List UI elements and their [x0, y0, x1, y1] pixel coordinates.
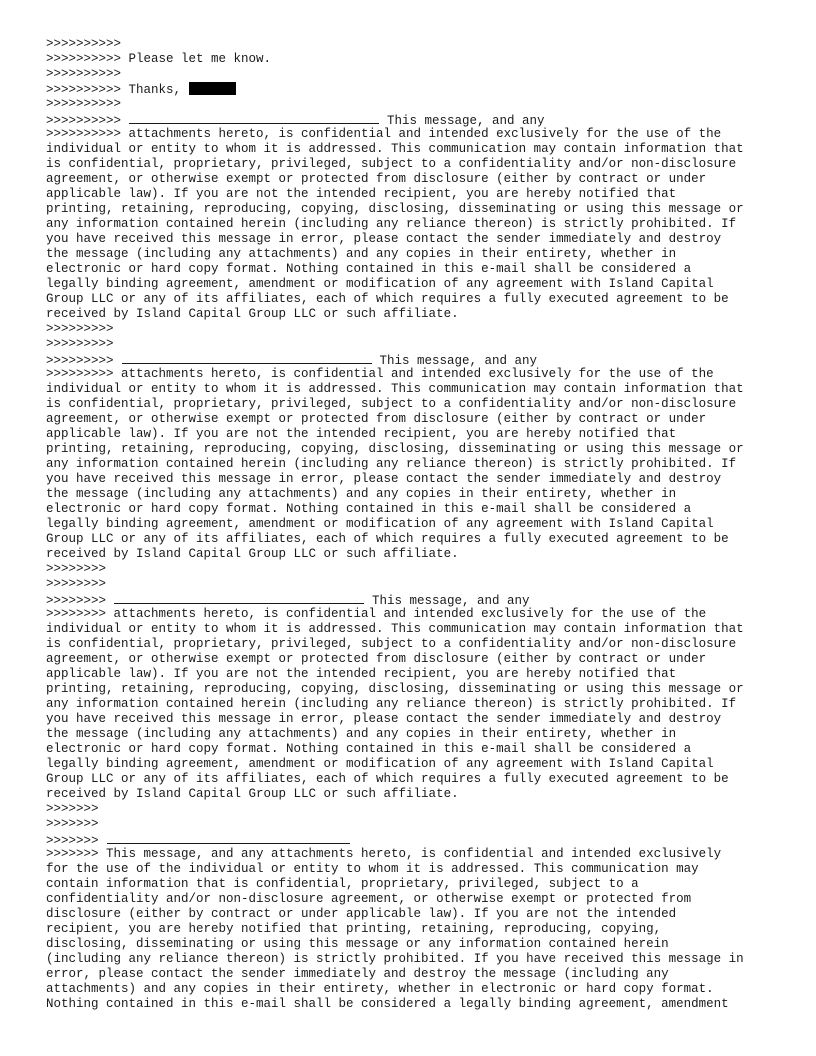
- disclaimer-line: applicable law). If you are not the intended recipient, you are hereby notified that: [46, 427, 677, 441]
- disclaimer-line: any information contained herein (including any reliance thereon) is strictly prohibited. If: [46, 457, 737, 471]
- disclaimer-line: error, please contact the sender immediately and destroy the message (including any: [46, 967, 669, 981]
- disclaimer-line: legally binding agreement, amendment or modification of any agreement with Island Capital: [46, 277, 714, 291]
- quote-line: >>>>>>>: [46, 817, 99, 831]
- disclaimer-line: legally binding agreement, amendment or modification of any agreement with Island Capital: [46, 757, 714, 771]
- disclaimer-line: agreement, or otherwise exempt or protected from disclosure (either by contract or under: [46, 172, 707, 186]
- disclaimer-line: individual or entity to whom it is addressed. This communication may contain information that: [46, 382, 744, 396]
- quote-line: >>>>>>>>: [46, 577, 107, 591]
- signature-rule: [114, 592, 364, 604]
- quote-prefix: >>>>>>>: [46, 834, 99, 848]
- quote-line: >>>>>>>>>>: [46, 37, 122, 51]
- rule-suffix-text: This message, and any: [372, 594, 530, 608]
- disclaimer-line: the message (including any attachments) and any copies in their entirety, whether in: [46, 487, 677, 501]
- disclaimer-line: you have received this message in error, please contact the sender immediately and destroy: [46, 712, 722, 726]
- disclaimer-line: electronic or hard copy format. Nothing contained in this e-mail shall be considered a: [46, 262, 692, 276]
- disclaimer-line: is confidential, proprietary, privileged, subject to a confidentiality and/or non-disclosure: [46, 637, 737, 651]
- disclaimer-line: (including any reliance thereon) is strictly prohibited. If you have received this message in: [46, 952, 744, 966]
- disclaimer-line: any information contained herein (including any reliance thereon) is strictly prohibited. If: [46, 217, 737, 231]
- disclaimer-line: agreement, or otherwise exempt or protected from disclosure (either by contract or under: [46, 412, 707, 426]
- disclaimer-line: individual or entity to whom it is addressed. This communication may contain information that: [46, 622, 744, 636]
- disclaimer-line: received by Island Capital Group LLC or such affiliate.: [46, 787, 459, 801]
- quote-line: >>>>>>>>>: [46, 337, 114, 351]
- rule-suffix-text: This message, and any: [379, 354, 538, 368]
- disclaimer-line: confidentiality and/or non-disclosure agreement, or otherwise exempt or protected from: [46, 892, 692, 906]
- disclaimer-line: applicable law). If you are not the intended recipient, you are hereby notified that: [46, 187, 677, 201]
- disclaimer-line: for the use of the individual or entity to whom it is addressed. This communication may: [46, 862, 699, 876]
- thanks-text: >>>>>>>>>> Thanks,: [46, 83, 182, 97]
- disclaimer-line: applicable law). If you are not the intended recipient, you are hereby notified that: [46, 667, 677, 681]
- disclaimer-line: recipient, you are hereby notified that printing, retaining, reproducing, copying,: [46, 922, 662, 936]
- disclaimer-block-4: [46, 832, 806, 1012]
- disclaimer-line: attachments) and any copies in their entirety, whether in electronic or hard copy format.: [46, 982, 714, 996]
- disclaimer-line: >>>>>>>>>> attachments hereto, is confidential and intended exclusively for the use of the: [46, 127, 722, 141]
- disclaimer-line: Nothing contained in this e-mail shall be considered a legally binding agreement, amendment: [46, 997, 729, 1011]
- disclaimer-line: individual or entity to whom it is addressed. This communication may contain information that: [46, 142, 744, 156]
- disclaimer-rule-line: [46, 832, 806, 847]
- disclaimer-line: >>>>>>>>> attachments hereto, is confidential and intended exclusively for the use of the: [46, 367, 714, 381]
- disclaimer-line: Group LLC or any of its affiliates, each of which requires a fully executed agreement to be: [46, 292, 729, 306]
- quote-line: >>>>>>>>: [46, 562, 107, 576]
- disclaimer-rule-line: [46, 112, 806, 127]
- quote-prefix: >>>>>>>>: [46, 594, 107, 608]
- rule-suffix-text: This message, and any: [387, 114, 545, 128]
- disclaimer-line: >>>>>>> This message, and any attachments hereto, is confidential and intended exclusively: [46, 847, 722, 861]
- disclaimer-line: printing, retaining, reproducing, copying, disclosing, disseminating or using this message or: [46, 442, 744, 456]
- disclaimer-line: the message (including any attachments) and any copies in their entirety, whether in: [46, 247, 677, 261]
- disclaimer-line: you have received this message in error, please contact the sender immediately and destroy: [46, 232, 722, 246]
- disclaimer-line: is confidential, proprietary, privileged, subject to a confidentiality and/or non-disclosure: [46, 157, 737, 171]
- quote-line: >>>>>>>>>>: [46, 97, 122, 111]
- disclaimer-line: disclosure (either by contract or under applicable law). If you are not the intended: [46, 907, 677, 921]
- quote-line: >>>>>>>>>: [46, 322, 114, 336]
- signature-rule: [122, 352, 372, 364]
- disclaimer-line: contain information that is confidential, proprietary, privileged, subject to a: [46, 877, 639, 891]
- disclaimer-line: disclosing, disseminating or using this message or any information contained herein: [46, 937, 669, 951]
- quote-prefix: >>>>>>>>>>: [46, 114, 122, 128]
- disclaimer-line: printing, retaining, reproducing, copying, disclosing, disseminating or using this message or: [46, 682, 744, 696]
- quote-line: >>>>>>>: [46, 802, 99, 816]
- disclaimer-rule-line: [46, 592, 806, 607]
- quote-line: >>>>>>>>>>: [46, 67, 122, 81]
- disclaimer-rule-line: [46, 352, 806, 367]
- disclaimer-line: electronic or hard copy format. Nothing contained in this e-mail shall be considered a: [46, 742, 692, 756]
- disclaimer-block-2: [46, 352, 806, 592]
- disclaimer-line: is confidential, proprietary, privileged, subject to a confidentiality and/or non-disclosure: [46, 397, 737, 411]
- disclaimer-line: printing, retaining, reproducing, copying, disclosing, disseminating or using this message or: [46, 202, 744, 216]
- signature-rule: [107, 832, 350, 844]
- disclaimer-line: any information contained herein (including any reliance thereon) is strictly prohibited. If: [46, 697, 737, 711]
- thanks-line: [46, 82, 806, 97]
- disclaimer-block-3: [46, 592, 806, 832]
- disclaimer-line: >>>>>>>> attachments hereto, is confidential and intended exclusively for the use of the: [46, 607, 707, 621]
- disclaimer-line: received by Island Capital Group LLC or such affiliate.: [46, 547, 459, 561]
- please-let-me-know-line: >>>>>>>>>> Please let me know.: [46, 52, 272, 66]
- redacted-name-block: [189, 82, 236, 95]
- disclaimer-block-1: [46, 112, 806, 352]
- disclaimer-line: agreement, or otherwise exempt or protected from disclosure (either by contract or under: [46, 652, 707, 666]
- signature-rule: [129, 112, 379, 124]
- disclaimer-line: Group LLC or any of its affiliates, each of which requires a fully executed agreement to be: [46, 532, 729, 546]
- disclaimer-line: Group LLC or any of its affiliates, each of which requires a fully executed agreement to be: [46, 772, 729, 786]
- disclaimer-line: you have received this message in error, please contact the sender immediately and destroy: [46, 472, 722, 486]
- disclaimer-line: the message (including any attachments) and any copies in their entirety, whether in: [46, 727, 677, 741]
- disclaimer-line: legally binding agreement, amendment or modification of any agreement with Island Capital: [46, 517, 714, 531]
- disclaimer-line: received by Island Capital Group LLC or such affiliate.: [46, 307, 459, 321]
- quote-prefix: >>>>>>>>>: [46, 354, 114, 368]
- disclaimer-line: electronic or hard copy format. Nothing contained in this e-mail shall be considered a: [46, 502, 692, 516]
- email-document: [46, 37, 806, 1012]
